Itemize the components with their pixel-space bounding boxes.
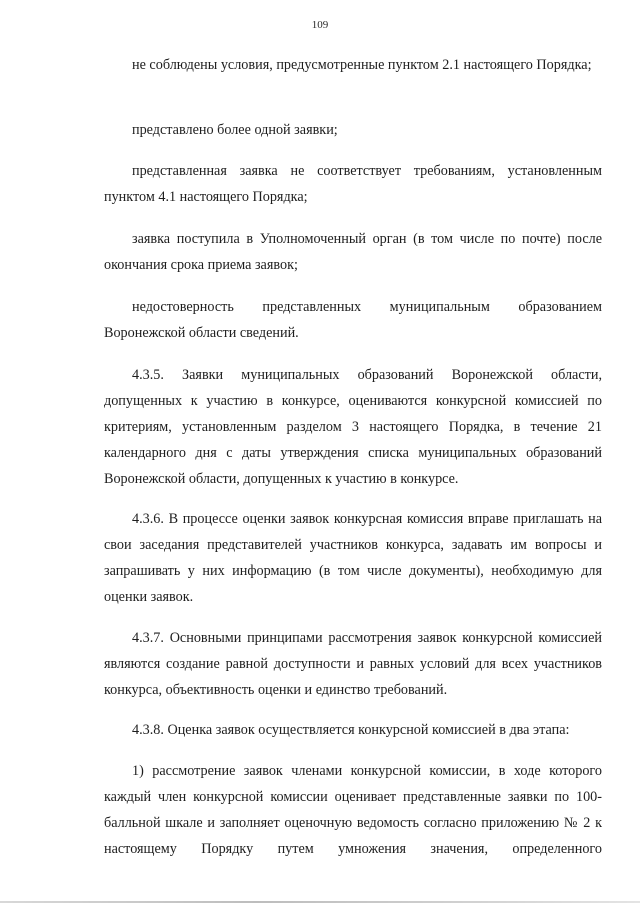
paragraph-unreliable-information: недостоверность представленных муниципальным образованием Воронежской области сведений. [104,299,602,341]
paragraph-4-3-6: 4.3.6. В процессе оценки заявок конкурсная комиссия вправе приглашать на свои заседания представителей участников конкурса, задавать им вопросы и запрашивать у них информацию (в том числе документы), необходимую для оценки заявок. [104,511,602,605]
paragraph-application-not-compliant: представленная заявка не соответствует требованиям, установленным пунктом 4.1 настоящего Порядка; [104,163,602,205]
paragraph-stage-one: 1) рассмотрение заявок членами конкурсной комиссии, в ходе которого каждый член конкурсной комиссии оценивает представленные заявки по 100-балльной шкале и заполняет оценочную ведомость согласно приложению № 2 к настоящему Порядку путем умножения значения, определенного [104,763,602,857]
paragraph-4-3-7: 4.3.7. Основными принципами рассмотрения заявок конкурсной комиссией являются создание равной доступности и равных условий для всех участников конкурса, объективность оценки и единство требований. [104,630,602,698]
paragraph-conditions-not-met: не соблюдены условия, предусмотренные пунктом 2.1 настоящего Порядка; [132,57,592,73]
paragraph-late-application: заявка поступила в Уполномоченный орган (в том числе по почте) после окончания срока приема заявок; [104,231,602,273]
paragraph-more-than-one-application: представлено более одной заявки; [132,122,338,138]
paragraph-4-3-5: 4.3.5. Заявки муниципальных образований Воронежской области, допущенных к участию в конкурсе, оцениваются конкурсной комиссией по критериям, установленным разделом 3 настоящего Порядка, в течение 21 календарного дня с даты утверждения списка муниципальных образований Воронежской области, допущенных к участию в конкурсе. [104,367,602,487]
page-number: 109 [311,19,329,31]
page-bottom-edge [0,901,640,903]
paragraph-4-3-8: 4.3.8. Оценка заявок осуществляется конкурсной комиссией в два этапа: [132,722,570,738]
